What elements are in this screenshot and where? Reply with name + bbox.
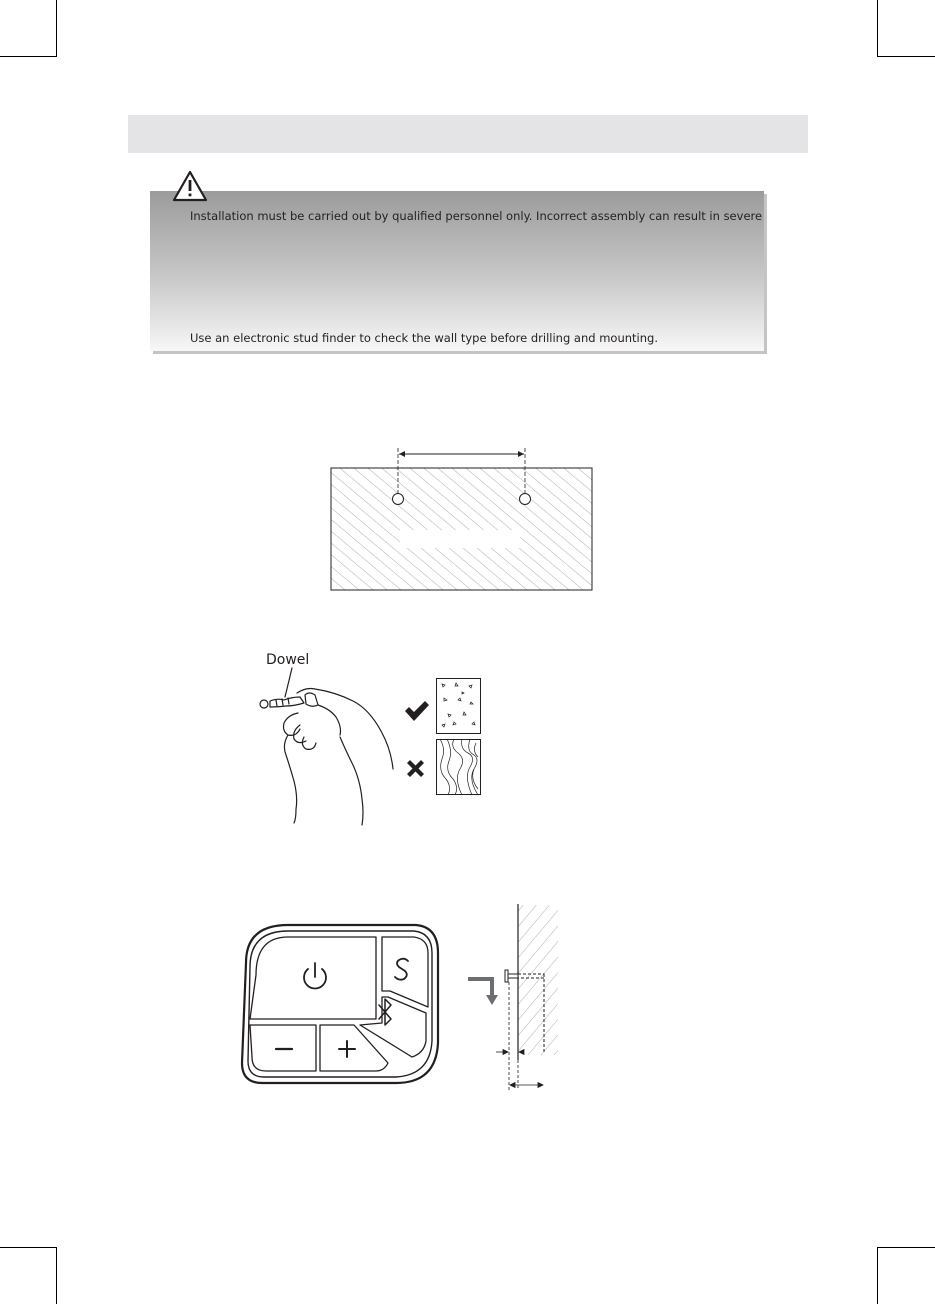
bluetooth-icon xyxy=(379,999,391,1025)
crop-mark xyxy=(877,0,878,57)
volume-up-icon xyxy=(339,1041,355,1057)
template-board xyxy=(331,468,592,590)
cross-icon xyxy=(405,758,426,779)
check-icon xyxy=(404,700,429,722)
crop-mark xyxy=(56,0,57,57)
section-header-bar xyxy=(128,115,808,153)
wood-grain-wall-sample xyxy=(436,739,481,795)
crop-mark xyxy=(877,56,935,57)
crop-mark xyxy=(0,1247,57,1248)
warning-triangle-icon xyxy=(171,169,209,203)
crop-mark xyxy=(877,1247,878,1304)
warning-text-line-2: Use an electronic stud finder to check the wall type before drilling and mounting. xyxy=(190,331,658,345)
template-label-area xyxy=(400,530,520,548)
power-icon xyxy=(304,963,326,988)
bluetooth-button xyxy=(360,997,426,1057)
mounting-hole-right xyxy=(520,494,531,505)
mounting-template-diagram xyxy=(320,440,605,600)
crop-mark xyxy=(877,1247,935,1248)
crop-mark xyxy=(0,56,57,57)
concrete-wall-sample xyxy=(436,678,481,734)
dowel-label: Dowel xyxy=(266,652,310,668)
wall-screw-section-diagram xyxy=(488,900,558,1100)
control-panel-illustration[interactable] xyxy=(236,923,440,1085)
warning-text-line-1: Installation must be carried out by qualified personnel only. Incorrect assembly can result in severe xyxy=(190,209,763,223)
crop-mark xyxy=(56,1247,57,1304)
control-panel-base xyxy=(242,925,438,1083)
power-button xyxy=(250,937,376,1019)
hand-inserting-dowel-illustration xyxy=(250,665,400,830)
source-icon xyxy=(395,959,408,980)
mounting-hole-left xyxy=(393,494,404,505)
wall-section xyxy=(518,905,558,1055)
